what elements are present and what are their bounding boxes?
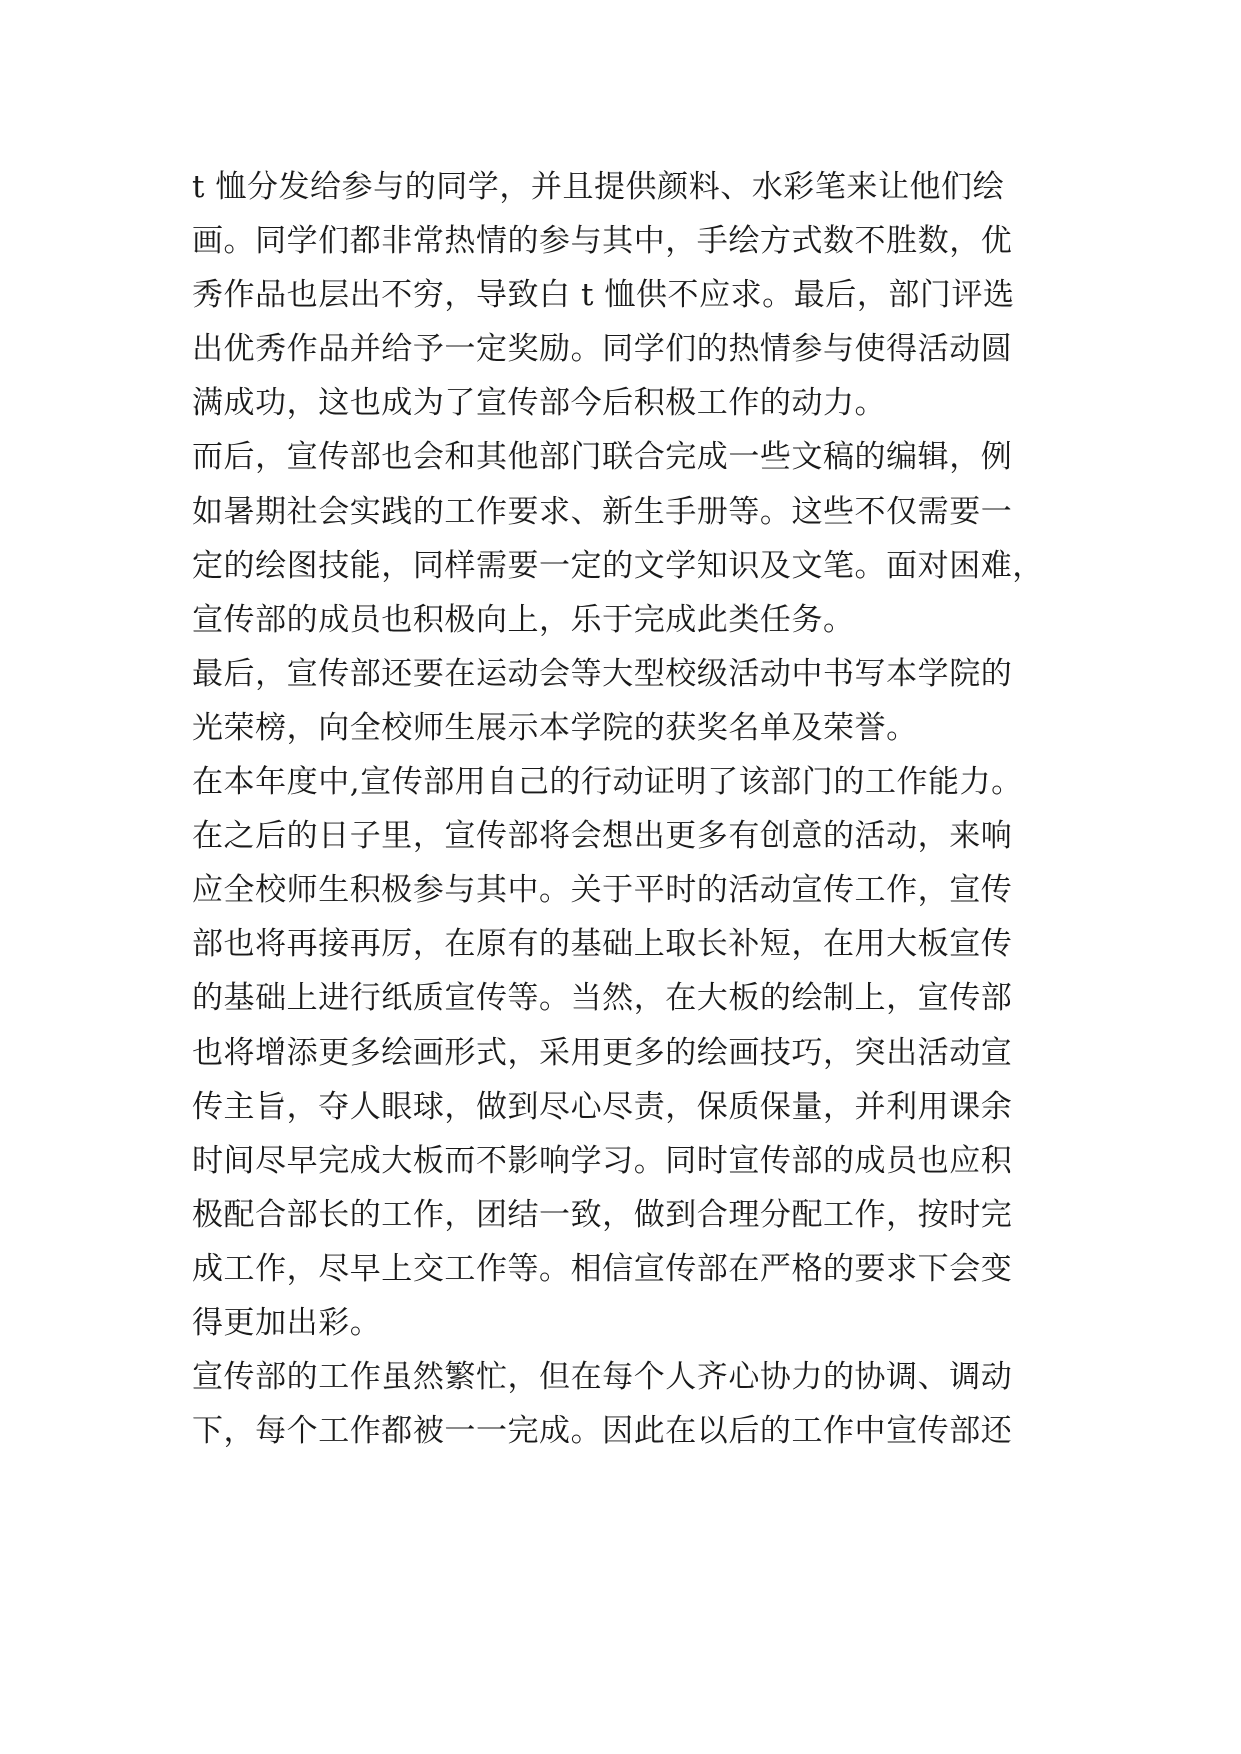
text-line: 传主旨，夺人眼球，做到尽心尽责，保质保量，并利用课余 <box>192 1088 1013 1125</box>
text-line: 得更加出彩。 <box>192 1304 382 1341</box>
text-line: 极配合部长的工作，团结一致，做到合理分配工作，按时完 <box>192 1196 1013 1233</box>
text-line: 部也将再接再厉，在原有的基础上取长补短，在用大板宣传 <box>192 926 1013 963</box>
text-line: 成工作，尽早上交工作等。相信宣传部在严格的要求下会变 <box>192 1250 1013 1287</box>
text-line: 光荣榜，向全校师生展示本学院的获奖名单及荣誉。 <box>192 709 918 746</box>
text-line: 如暑期社会实践的工作要求、新生手册等。这些不仅需要一 <box>192 493 1013 530</box>
text-line: 而后，宣传部也会和其他部门联合完成一些文稿的编辑，例 <box>192 439 1013 476</box>
text-line: 在本年度中,宣传部用自己的行动证明了该部门的工作能力。 <box>192 764 1023 801</box>
text-line: 最后，宣传部还要在运动会等大型校级活动中书写本学院的 <box>192 655 1013 692</box>
text-line: 满成功，这也成为了宣传部今后积极工作的动力。 <box>192 385 887 422</box>
text-line: 宣传部的成员也积极向上，乐于完成此类任务。 <box>192 601 855 638</box>
text-line: 的基础上进行纸质宣传等。当然，在大板的绘制上，宣传部 <box>192 980 1013 1017</box>
text-line: 时间尽早完成大板而不影响学习。同时宣传部的成员也应积 <box>192 1142 1013 1179</box>
text-line: 也将增添更多绘画形式，采用更多的绘画技巧，突出活动宣 <box>192 1034 1013 1071</box>
text-line: 画。同学们都非常热情的参与其中，手绘方式数不胜数，优 <box>192 223 1013 260</box>
text-line: 下，每个工作都被一一完成。因此在以后的工作中宣传部还 <box>192 1413 1013 1450</box>
text-line: t 恤分发给参与的同学，并且提供颜料、水彩笔来让他们绘 <box>192 169 1005 205</box>
text-line: 在之后的日子里，宣传部将会想出更多有创意的活动，来响 <box>192 818 1013 855</box>
text-line: 出优秀作品并给予一定奖励。同学们的热情参与使得活动圆 <box>192 331 1013 368</box>
document-body <box>192 160 1060 1458</box>
text-line: 秀作品也层出不穷，导致白 t 恤供不应求。最后，部门评选 <box>192 277 1015 314</box>
text-line: 宣传部的工作虽然繁忙，但在每个人齐心协力的协调、调动 <box>192 1359 1013 1396</box>
text-line: 应全校师生积极参与其中。关于平时的活动宣传工作，宣传 <box>192 872 1013 909</box>
text-line: 定的绘图技能，同样需要一定的文学知识及文笔。面对困难， <box>192 547 1044 584</box>
